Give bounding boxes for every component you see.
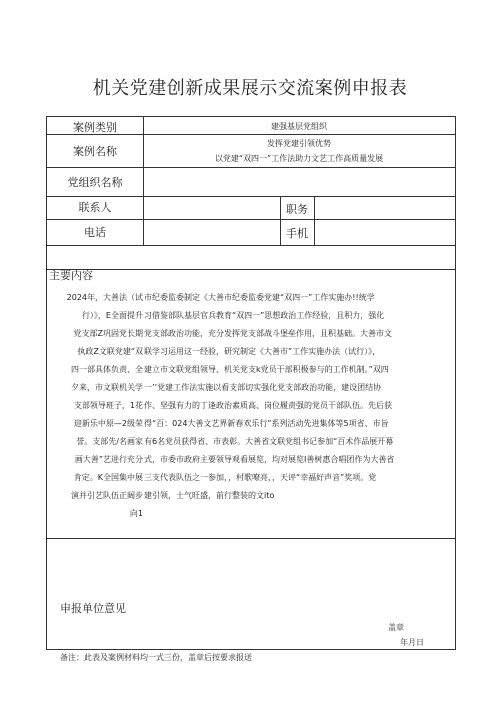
content-line: 誉。支部先/名画家 xyxy=(76,437,143,446)
content-line: 式，市委市政府主要领导观看展览，均对展览I善树惠合唱团作为大善省 xyxy=(144,455,395,464)
col-line xyxy=(314,196,315,245)
unit-right-border xyxy=(455,538,456,650)
case-name-line2: 以党建“双四一”工作法助力文艺工作高质量发展 xyxy=(214,154,384,163)
content-line: 画大善”艺进行充分 xyxy=(74,455,143,464)
content-line: 向1 xyxy=(129,509,143,518)
content-line: 党支部Z巩固党长期 xyxy=(73,329,143,338)
case-name-line1: 发挥党建引领优势 xyxy=(267,139,331,148)
main-content-label: 主要内容 xyxy=(49,269,93,282)
content-line: 市纪委监委制定《大善市纪委监委党建“双四一”工作实施办!!统学 xyxy=(144,293,375,302)
content-line: 2024年，大善法（试 xyxy=(66,293,143,302)
col-line xyxy=(143,117,144,245)
content-line: 建引领，士气旺盛，前行整装的文ito xyxy=(144,491,275,500)
content-line: 肯定。K全国集中展 xyxy=(73,473,143,482)
org-name-label: 党组织名称 xyxy=(67,176,123,189)
phone-label: 电话 xyxy=(84,226,106,239)
content-line: 夕来，市文联机关学 xyxy=(71,383,143,392)
case-name-label: 案例名称 xyxy=(73,145,117,158)
mobile-label: 手机 xyxy=(286,227,308,240)
unit-left-border xyxy=(46,538,47,650)
date-text: 年月日 xyxy=(400,638,424,647)
content-line: 演并引艺队伍正阔步 xyxy=(71,491,143,500)
footnote: 备注：此表及案例材料均一式三份，盖章后按要求报送 xyxy=(60,653,252,662)
content-line: 迎新乐中原—2级荣 xyxy=(73,419,143,428)
unit-opinion-label: 申报单位意见 xyxy=(60,602,126,615)
content-line: 得“百：024大善文艺界新春欢乐行”系列活动先进集体等5项省、市旨 xyxy=(144,419,389,428)
row-line xyxy=(47,269,455,270)
content-line: 一’’党建工作法实施以看支部切实强化党支部政治功能，建设团结协 xyxy=(144,383,382,392)
row-line xyxy=(47,219,455,220)
content-line: 行）》，E全面提升 xyxy=(81,311,143,320)
content-line: 支部领导班子，1花 xyxy=(73,401,143,410)
application-form xyxy=(46,116,456,539)
contact-label: 联系人 xyxy=(78,201,112,214)
content-left-column xyxy=(49,289,143,523)
row-line xyxy=(47,196,455,197)
unit-bottom-line xyxy=(46,649,456,650)
content-line: 习借鉴部队基层官兵教育“双四一”思想政治工作经验，且积力，强化 xyxy=(144,311,385,320)
case-type-label: 案例类别 xyxy=(73,121,117,134)
case-type-value: 建强基层党组织 xyxy=(271,122,327,131)
content-line: 三支代表队伍之一参加，，村歌嘹亮，，天评“幸福好声音”奖项。党 xyxy=(144,473,377,482)
content-line: 执政Z文联党建“双 xyxy=(77,347,143,356)
content-line: 四一部具体负责、全 xyxy=(71,365,143,374)
content-line: 有6名党员获得省、市表彰。大善省文联党组书记参加“百术作品展开幕 xyxy=(144,437,394,446)
content-line: 联学习运用这一经验，研究制定《大善市”工作实施办法（试行）》， xyxy=(144,347,381,356)
content-line: 作、坚强有力的丁逢政治素质高、岗位履责强的党员干部队伍。先后获 xyxy=(144,401,392,410)
row-line xyxy=(47,167,455,168)
row-line xyxy=(47,245,455,246)
seal-text: 盖章 xyxy=(388,623,404,632)
position-label: 职务 xyxy=(286,203,308,216)
content-line: 建立市文联党组领导、机关党支k党员干部积极参与的工作机制。”双四 xyxy=(144,365,389,374)
content-right-column xyxy=(144,289,455,505)
unit-top-line xyxy=(46,538,456,539)
form-title: 机关党建创新成果展示交流案例申报表 xyxy=(92,78,408,99)
content-line: 党支部政治功能，充分发挥党支部战斗堡垒作用，且积基础。大善市文 xyxy=(144,329,392,338)
